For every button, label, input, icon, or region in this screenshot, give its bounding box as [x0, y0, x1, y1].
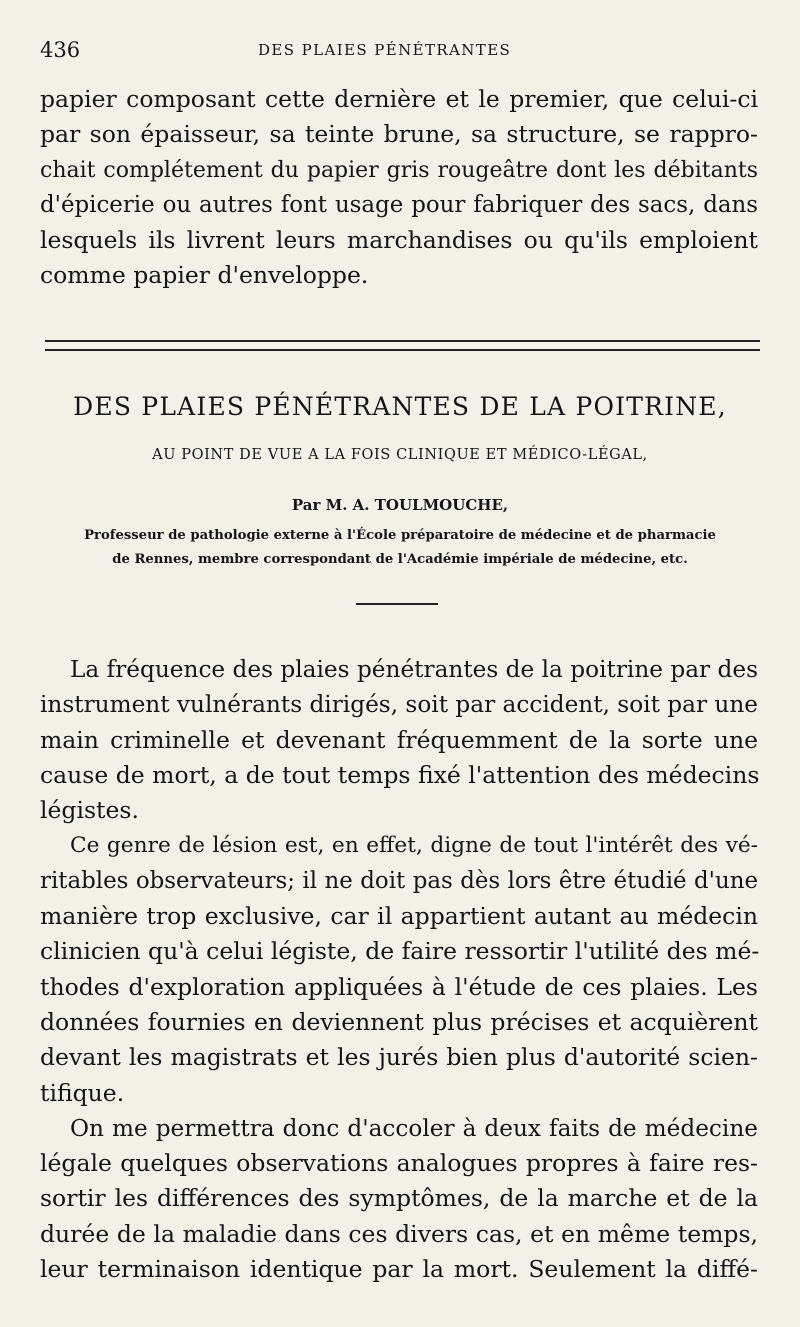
section-divider — [45, 340, 760, 351]
text-line: instrument vulnérants dirigés, soit par accident, soit par une — [40, 691, 758, 719]
text-line: comme papier d'enveloppe. — [40, 261, 369, 290]
article-subtitle: AU POINT DE VUE A LA FOIS CLINIQUE ET MÉDICO-LÉGAL, — [152, 447, 648, 463]
text-line: durée de la maladie dans ces divers cas, et en même temps, — [40, 1219, 758, 1248]
text-line: sortir les différences des symptômes, de la marche et de la — [40, 1184, 758, 1213]
text-line: ritables observateurs; il ne doit pas dès lors être étudié d'une — [40, 867, 758, 894]
author-affiliation: Professeur de pathologie externe à l'École préparatoire de médecine et de pharmacie — [84, 528, 716, 543]
running-title: DES PLAIES PÉNÉTRANTES — [258, 41, 512, 59]
text-line: leur terminaison identique par la mort. Seulement la diffé- — [40, 1255, 758, 1284]
text-line: par son épaisseur, sa teinte brune, sa structure, se rappro- — [40, 120, 758, 149]
text-line: clinicien qu'à celui légiste, de faire ressortir l'utilité des mé- — [40, 937, 760, 966]
article-author: Par M. A. TOULMOUCHE, — [291, 496, 509, 514]
text-line: cause de mort, a de tout temps fixé l'attention des médecins — [40, 760, 760, 789]
text-line: papier composant cette dernière et le premier, que celui-ci — [40, 85, 758, 113]
text-line: légale quelques observations analogues propres à faire res- — [40, 1149, 758, 1178]
article-title: DES PLAIES PÉNÉTRANTES DE LA POITRINE, — [73, 392, 727, 421]
author-affiliation: de Rennes, membre correspondant de l'Académie impériale de médecine, etc. — [112, 552, 688, 567]
text-line: légistes. — [40, 796, 139, 825]
page-number: 436 — [40, 38, 81, 62]
text-line: Ce genre de lésion est, en effet, digne de tout l'intérêt des vé- — [70, 833, 758, 859]
text-line: chait complétement du papier gris rougeâtre dont les débitants — [40, 157, 758, 183]
text-line: devant les magistrats et les jurés bien plus d'autorité scien- — [40, 1043, 758, 1072]
text-line: thodes d'exploration appliquées à l'étude de ces plaies. Les — [40, 972, 758, 1001]
text-line: données fournies en deviennent plus précises et acquièrent — [40, 1007, 758, 1036]
text-line: La fréquence des plaies pénétrantes de la poitrine par des — [70, 656, 758, 683]
text-line: On me permettra donc d'accoler à deux faits de médecine — [70, 1114, 758, 1142]
text-line: main criminelle et devenant fréquemment de la sorte une — [40, 725, 758, 754]
text-line: lesquels ils livrent leurs marchandises ou qu'ils emploient — [40, 226, 758, 255]
running-head — [40, 38, 760, 68]
text-line: tifique. — [40, 1078, 125, 1107]
previous-article-text — [40, 82, 758, 294]
text-line: manière trop exclusive, car il appartient autant au médecin — [40, 902, 758, 931]
article-body — [40, 652, 758, 1287]
title-rule — [356, 603, 438, 605]
text-line: d'épicerie ou autres font usage pour fabriquer des sacs, dans — [40, 191, 758, 218]
